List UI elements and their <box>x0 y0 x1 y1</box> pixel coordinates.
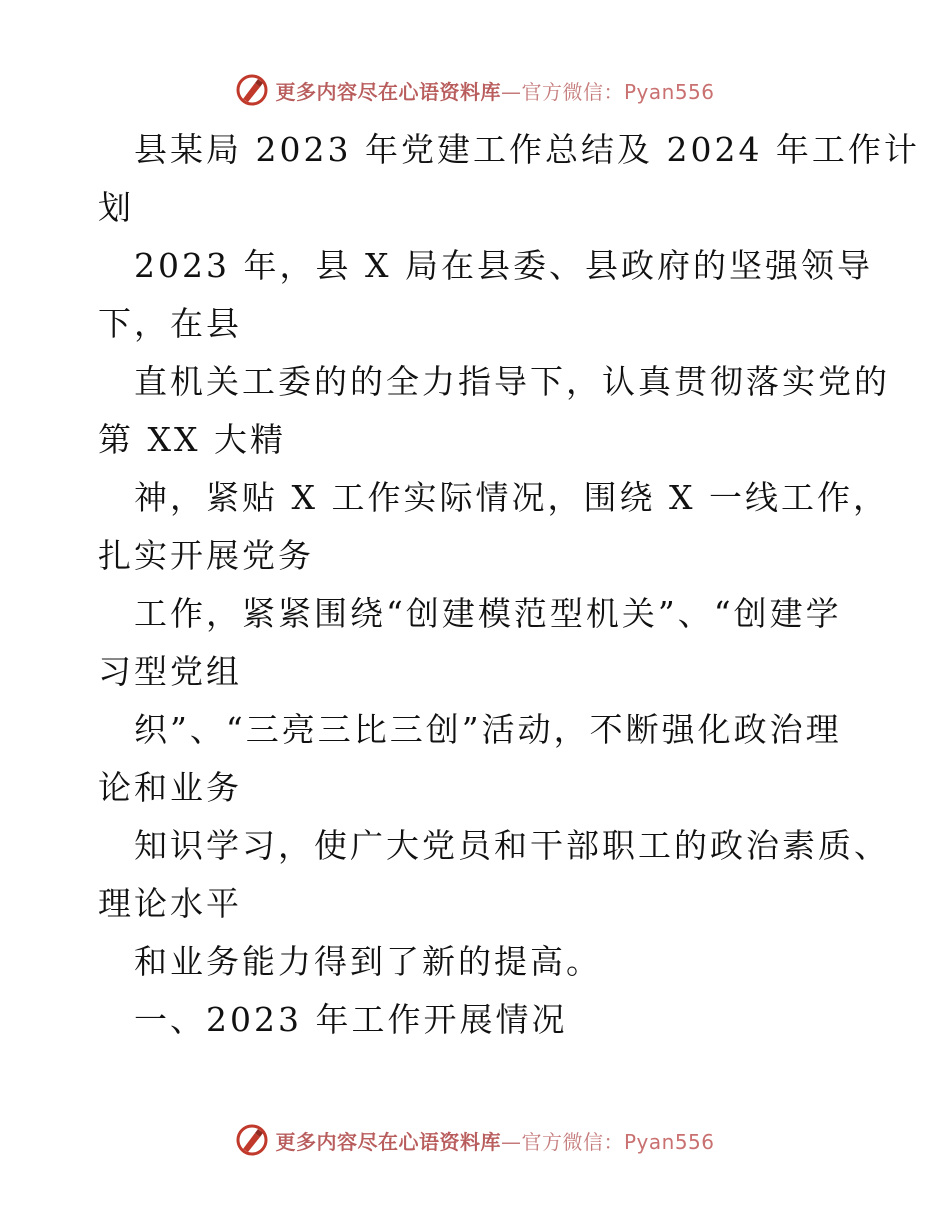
doc-title-line-2: 划 <box>98 188 134 227</box>
doc-paragraph-line: 知识学习，使广大党员和干部职工的政治素质、 <box>134 826 890 865</box>
doc-section-heading: 一、2023 年工作开展情况 <box>134 1000 568 1039</box>
watermark-brand: 更多内容尽在心语资料库 <box>275 79 501 104</box>
watermark-id: Pyan556 <box>623 79 715 104</box>
doc-paragraph-line: 论和业务 <box>98 768 242 807</box>
watermark-official: 官方微信： <box>521 1129 624 1154</box>
doc-paragraph-line: 直机关工委的的全力指导下，认真贯彻落实党的 <box>134 362 890 401</box>
doc-title-line-1: 县某局 2023 年党建工作总结及 2024 年工作计 <box>134 130 920 169</box>
watermark-dash: — <box>500 79 522 104</box>
pen-logo-icon <box>235 1123 269 1157</box>
header-watermark <box>0 70 950 110</box>
watermark-id: Pyan556 <box>623 1129 715 1154</box>
doc-paragraph-line: 扎实开展党务 <box>98 536 314 575</box>
watermark-text <box>275 1126 714 1155</box>
doc-paragraph-line: 习型党组 <box>98 652 242 691</box>
footer-watermark <box>0 1120 950 1160</box>
doc-paragraph-line: 工作，紧紧围绕“创建模范型机关”、“创建学 <box>134 594 842 633</box>
doc-paragraph-line: 织”、“三亮三比三创”活动，不断强化政治理 <box>134 710 842 749</box>
watermark-text <box>275 76 714 105</box>
doc-paragraph-line: 神，紧贴 X 工作实际情况，围绕 X 一线工作， <box>134 478 889 517</box>
watermark-brand: 更多内容尽在心语资料库 <box>275 1129 501 1154</box>
doc-paragraph-line: 和业务能力得到了新的提高。 <box>134 942 602 981</box>
watermark-dash: — <box>500 1129 522 1154</box>
doc-paragraph-line: 2023 年，县 X 局在县委、县政府的坚强领导 <box>134 246 873 285</box>
doc-paragraph-line: 理论水平 <box>98 884 242 923</box>
pen-logo-icon <box>235 73 269 107</box>
doc-paragraph-line: 第 XX 大精 <box>98 420 286 459</box>
watermark-official: 官方微信： <box>521 79 624 104</box>
doc-paragraph-line: 下，在县 <box>98 304 242 343</box>
